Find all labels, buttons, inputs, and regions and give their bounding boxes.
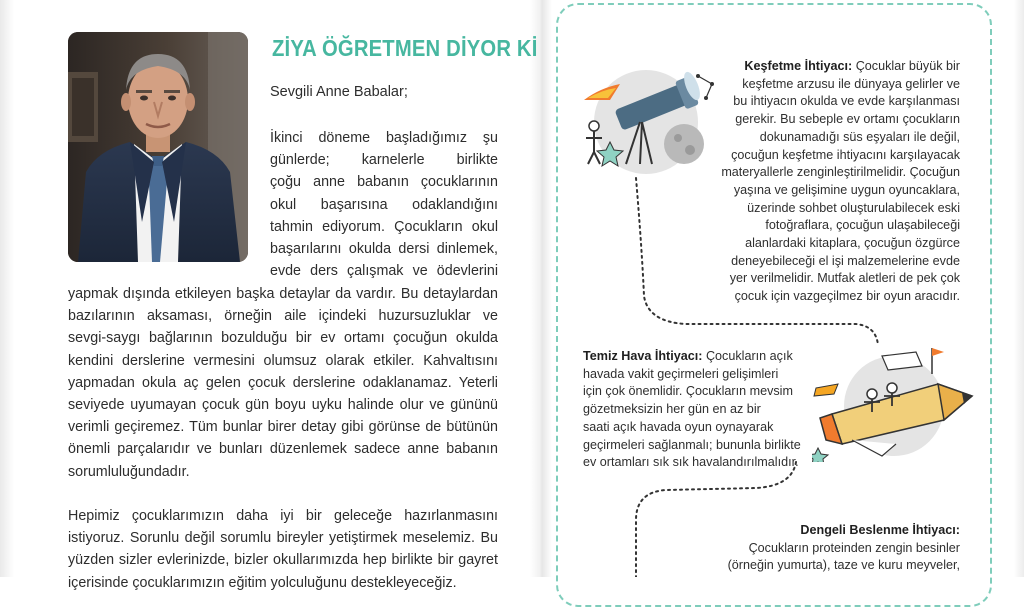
greeting: Sevgili Anne Babalar; — [270, 84, 408, 100]
text-line: evde ders çalışmak ve ödevlerini — [270, 263, 498, 280]
text-line: çoğu anne babanın çocuklarının — [270, 174, 498, 191]
page-title: ZİYA ÖĞRETMEN DİYOR Kİ — [272, 35, 538, 61]
text-line: havada vakit geçirmeleri gelişimleri — [583, 366, 779, 381]
text-line: yer verilmelidir. Mutfak aletleri de pek çok — [729, 271, 960, 286]
text-line: yaşına ve gelişimine uygun oyuncaklara, — [733, 182, 960, 197]
text-line: yapmak dışında etkileyen başka detaylar da vardır. Bu detaylardan — [68, 286, 498, 302]
paragraph-3 — [68, 505, 498, 594]
text-line: başarılarını okulda dersi dinlemek, — [270, 241, 498, 258]
text-line: keşfetme arzusu ile dünyaya gelirler ve — [742, 76, 960, 91]
text-line: alanlardaki kitaplara, çocuğun özgürce — [745, 236, 960, 251]
text-line: içerisinde çocuklarımızın eğitim yolculuğunu destekleyeceğiz. — [68, 574, 457, 591]
text-line: sorumluluğundadır. — [68, 463, 190, 480]
temiz-hava-heading: Temiz Hava İhtiyacı: — [583, 349, 703, 363]
paragraph-1 — [270, 127, 498, 282]
text-line: Hepimiz çocuklarımızın daha iyi bir geleceğe hazırlanmasını — [68, 508, 498, 524]
page-edge-left — [0, 0, 14, 577]
text-line: seviyede uyumayan çocuk gün boyu uyku halinde olur ve gününü — [68, 397, 498, 414]
book-gutter — [530, 0, 552, 577]
text-line: Çocukların açık — [705, 349, 793, 363]
text-line: bu ihtiyacın okulda ve evde karşılanması — [733, 94, 960, 109]
text-line: Çocuklar büyük bir — [855, 59, 960, 73]
text-line: önemli parçalarıdır ve bunları düzenlemek sadece anne babanın — [68, 441, 498, 458]
beslenme-block — [690, 522, 960, 575]
kesfetme-block — [684, 58, 960, 306]
text-line: fotoğraflara, çocuğun ulaşabileceği — [765, 218, 960, 233]
text-line: materyallerle zenginleştirilmelidir. Çocuğun — [721, 165, 960, 180]
text-line: yapmadan okula aç gelen çocuk derslerine odaklanamaz. Yeterli — [68, 374, 498, 391]
text-line: için çok önemlidir. Çocukların mevsim — [583, 384, 793, 399]
temiz-hava-block — [583, 348, 813, 472]
text-line: çocuğun keşfetme ihtiyacını karşılayacak — [731, 147, 960, 162]
text-line: yüzden sizler evlerinizde, bizler okullarımızda hep birlikte bir gayret — [68, 552, 498, 569]
text-line: günlerde; karnelerle birlikte — [270, 152, 498, 169]
text-line: verimli geçiremez. Tüm bunlar birer detay gibi görünse de bütünün — [68, 419, 498, 436]
text-line: ev ortamları sık sık havalandırılmalıdır. — [583, 455, 799, 470]
kesfetme-heading: Keşfetme İhtiyacı: — [744, 59, 853, 73]
text-line: okul başarısına odaklandığını — [270, 196, 498, 213]
text-line: tahmin ediyorum. Çocukların okul — [270, 218, 498, 235]
author-photo — [68, 32, 248, 262]
text-line: Çocukların proteinden zengin besinler — [748, 540, 960, 555]
text-line: üzerinde sohbet oluşturulabilecek eski — [747, 200, 960, 215]
pencil-rocket-illustration — [812, 344, 982, 462]
text-line: bazılarının aksaması, örneğin aile içindeki huzursuzluklar ve — [68, 308, 498, 325]
text-line: kendini derslerine vermesini olumsuz olarak etkiler. Kahvaltısını — [68, 352, 498, 369]
text-line: saati açık havada oyun oynayarak — [583, 419, 774, 434]
text-line: geçirmeleri sağlanmalı; bununla birlikte — [583, 437, 801, 452]
text-line: deneyebileceği el işi malzemelerine evde — [731, 253, 960, 268]
text-line: istiyoruz. Sorunlu değil sorumlu bireyler yetiştirmek meselemiz. Bu — [68, 530, 498, 547]
text-line: gerekir. Bu sebeple ev ortamı çocukların — [735, 112, 960, 127]
beslenme-heading: Dengeli Beslenme İhtiyacı: — [800, 523, 960, 537]
text-line: çocuk için vazgeçilmez bir oyun aracıdır. — [734, 289, 960, 304]
text-line: dokunamadığı süs eşyaları ile değil, — [759, 129, 960, 144]
paragraph-2 — [68, 283, 498, 483]
text-line: İkinci döneme başladığımız şu — [270, 130, 498, 146]
text-line: sevgi-saygı bağlarının bozulduğu bir ev ortamı çocuğun okulda — [68, 330, 498, 347]
text-line: (örneğin yumurta), taze ve kuru meyveler, — [727, 558, 960, 573]
text-line: gözetmeksizin her gün en az bir — [583, 402, 761, 417]
